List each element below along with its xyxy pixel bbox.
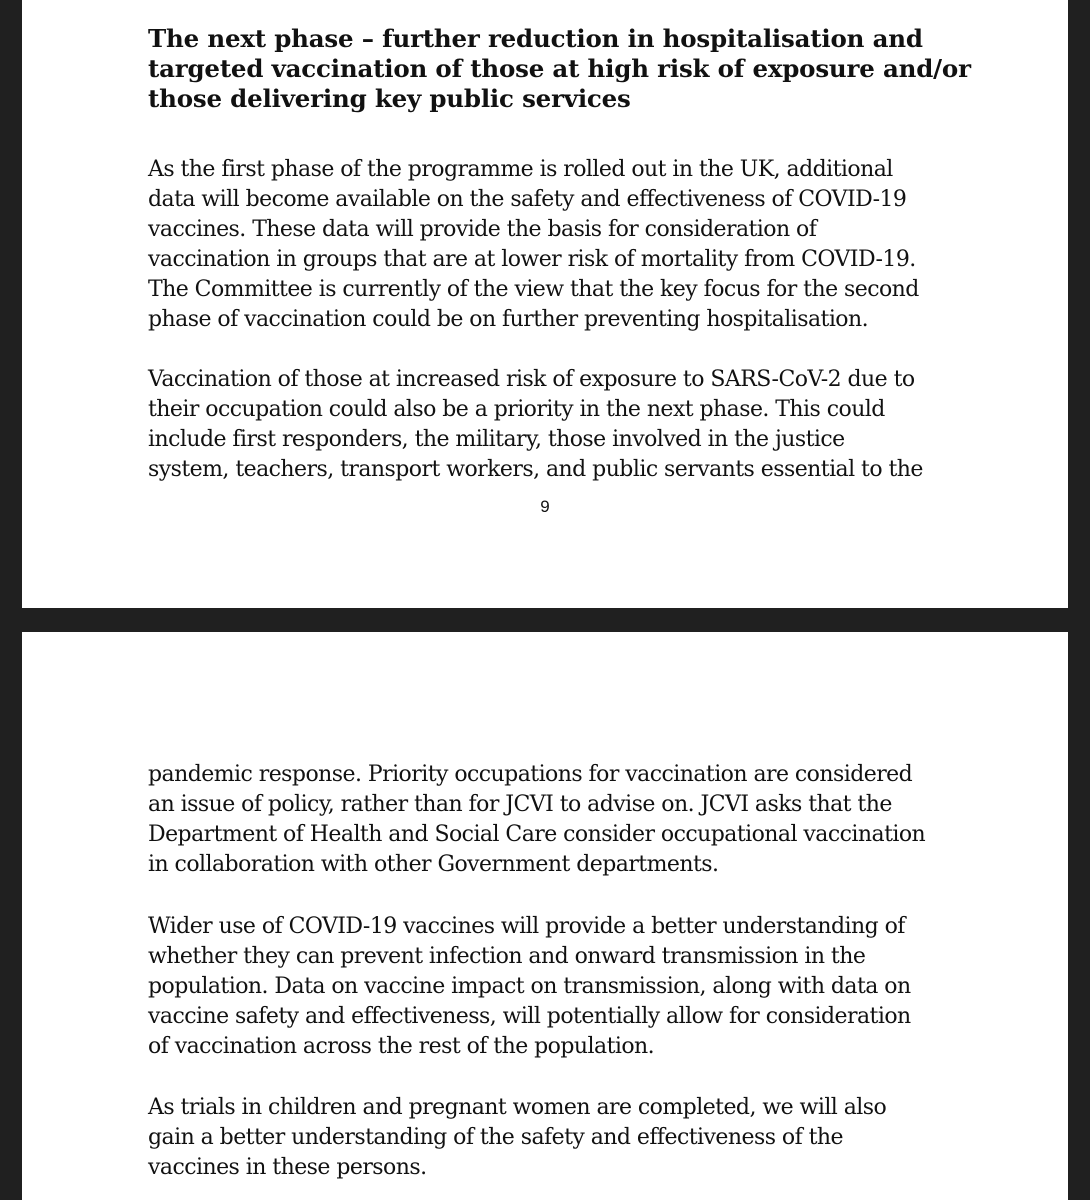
- text-line: population. Data on vaccine impact on transmission, along with data on: [148, 974, 911, 999]
- section-heading: [148, 24, 978, 114]
- document-page-10: [22, 632, 1068, 1200]
- text-line: The Committee is currently of the view that the key focus for the second: [148, 277, 919, 302]
- text-line: vaccination in groups that are at lower risk of mortality from COVID-19.: [148, 247, 916, 272]
- text-line: vaccine safety and effectiveness, will potentially allow for consideration: [148, 1004, 911, 1029]
- text-line: whether they can prevent infection and onward transmission in the: [148, 944, 866, 969]
- text-line: pandemic response. Priority occupations for vaccination are considered: [148, 762, 913, 787]
- paragraph-trials: [148, 1093, 1028, 1183]
- text-line: Wider use of COVID-19 vaccines will provide a better understanding of: [148, 914, 905, 939]
- paragraph-wider-use: [148, 912, 1028, 1062]
- text-line: As the first phase of the programme is rolled out in the UK, additional: [148, 157, 893, 182]
- text-line: vaccines in these persons.: [148, 1155, 427, 1180]
- text-line: in collaboration with other Government departments.: [148, 852, 719, 877]
- page-number: 9: [540, 497, 550, 516]
- text-line: data will become available on the safety and effectiveness of COVID-19: [148, 187, 907, 212]
- paragraph-occupational-exposure: [148, 365, 1028, 485]
- text-line: their occupation could also be a priority in the next phase. This could: [148, 397, 885, 422]
- text-line: vaccines. These data will provide the basis for consideration of: [148, 217, 817, 242]
- text-line: an issue of policy, rather than for JCVI to advise on. JCVI asks that the: [148, 792, 892, 817]
- text-line: system, teachers, transport workers, and public servants essential to the: [148, 457, 923, 482]
- heading-line: The next phase – further reduction in hospitalisation and: [148, 24, 923, 53]
- text-line: of vaccination across the rest of the population.: [148, 1034, 655, 1059]
- heading-line: targeted vaccination of those at high risk of exposure and/or: [148, 54, 971, 83]
- text-line: Department of Health and Social Care consider occupational vaccination: [148, 822, 926, 847]
- text-line: phase of vaccination could be on further preventing hospitalisation.: [148, 307, 869, 332]
- document-page-9: [22, 0, 1068, 608]
- text-line: Vaccination of those at increased risk of exposure to SARS-CoV-2 due to: [148, 367, 915, 392]
- text-line: As trials in children and pregnant women are completed, we will also: [148, 1095, 887, 1120]
- paragraph-first-phase-data: [148, 155, 1028, 335]
- text-line: gain a better understanding of the safety and effectiveness of the: [148, 1125, 843, 1150]
- text-line: include first responders, the military, those involved in the justice: [148, 427, 845, 452]
- heading-line: those delivering key public services: [148, 84, 631, 113]
- paragraph-priority-occupations: [148, 760, 1028, 880]
